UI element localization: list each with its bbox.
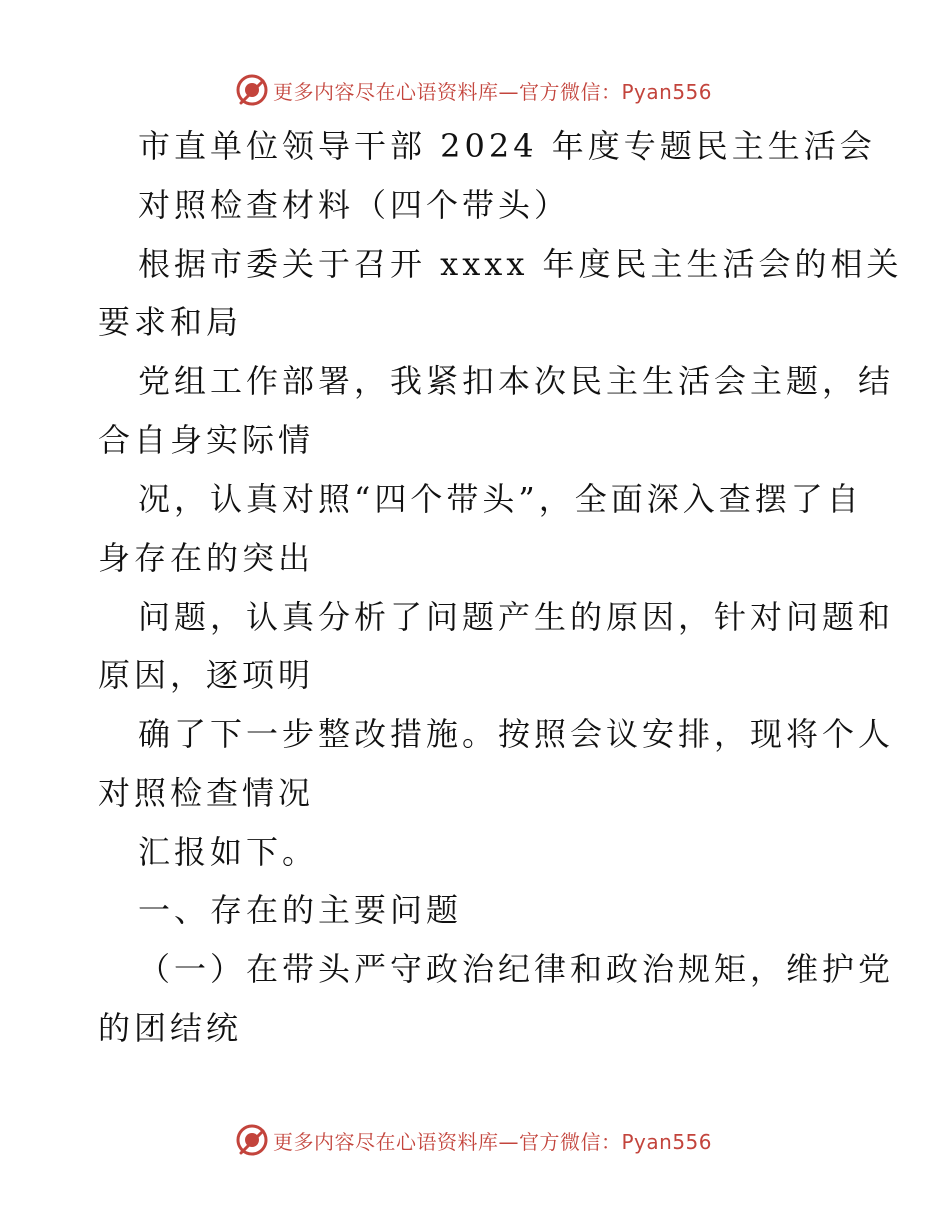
paragraph-line: 合自身实际情 [98,421,315,459]
subsection-heading-line: 的团结统 [98,1009,243,1047]
header-watermark [235,72,712,108]
subsection-heading-line: （一）在带头严守政治纪律和政治规矩，维护党 [138,950,895,988]
paragraph-line: 要求和局 [98,303,243,341]
section-heading: 一、存在的主要问题 [138,891,463,929]
watermark-text: 更多内容尽在心语资料库—官方微信：Pyan556 [273,79,713,104]
brand-logo-icon [235,73,269,107]
paragraph-line: 原因，逐项明 [98,656,315,694]
paragraph-line: 对照检查情况 [98,774,315,812]
brand-logo-icon [235,1123,269,1157]
paragraph-line: 根据市委关于召开 xxxx 年度民主生活会的相关 [138,245,903,283]
document-title-line-2: 对照检查材料（四个带头） [138,186,571,224]
watermark-text: 更多内容尽在心语资料库—官方微信：Pyan556 [273,1129,713,1154]
paragraph-line: 确了下一步整改措施。按照会议安排，现将个人 [138,715,895,753]
paragraph-line: 党组工作部署，我紧扣本次民主生活会主题，结 [138,362,895,400]
paragraph-line: 汇报如下。 [138,833,319,871]
document-title-line-1: 市直单位领导干部 2024 年度专题民主生活会 [138,127,876,165]
paragraph-line: 问题，认真分析了问题产生的原因，针对问题和 [138,598,895,636]
paragraph-line: 身存在的突出 [98,539,315,577]
footer-watermark [235,1122,712,1158]
paragraph-line: 况，认真对照“四个带头”，全面深入查摆了自 [138,480,863,518]
